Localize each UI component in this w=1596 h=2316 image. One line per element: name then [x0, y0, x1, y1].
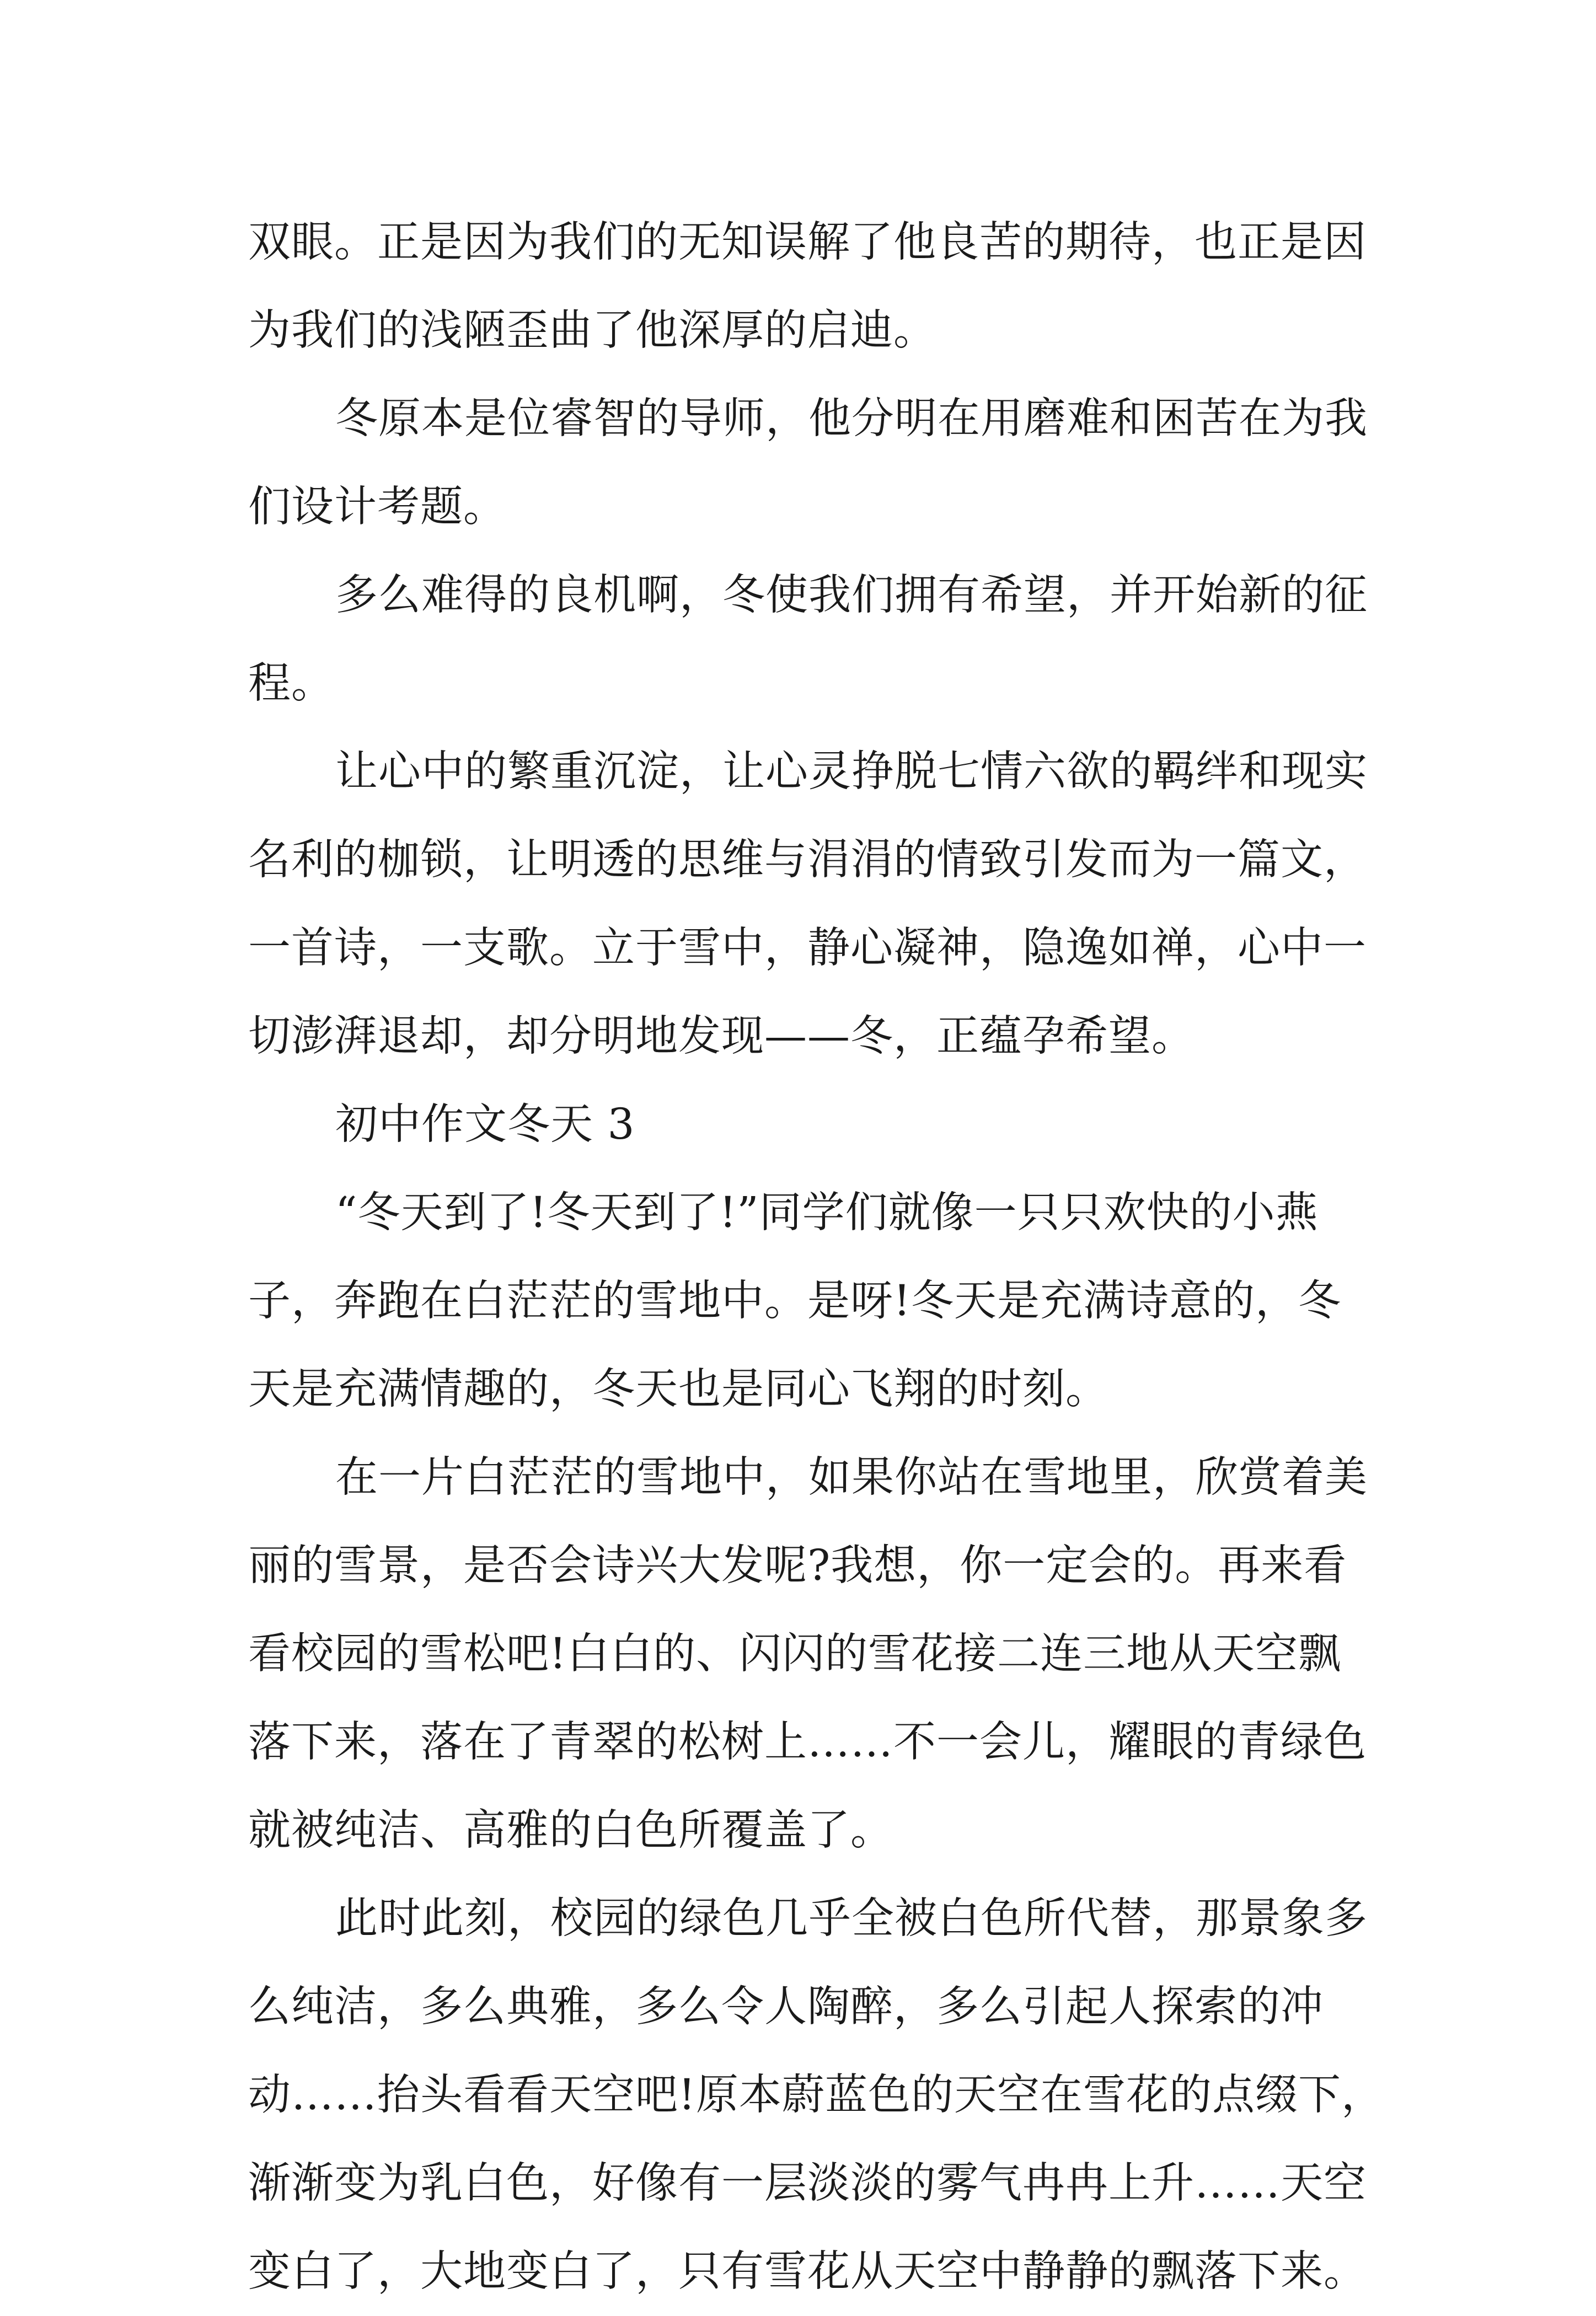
text-line: 为我们的浅陋歪曲了他深厚的启迪。: [248, 306, 936, 355]
text-line: 冬原本是位睿智的导师，他分明在用磨难和困苦在为我: [335, 394, 1368, 443]
text-line: 们设计考题。: [248, 482, 506, 532]
text-line: 丽的雪景，是否会诗兴大发呢?我想，你一定会的。再来看: [248, 1541, 1347, 1590]
text-line: 落下来，落在了青翠的松树上……不一会儿，耀眼的青绿色: [248, 1718, 1367, 1767]
text-line: 在一片白茫茫的雪地中，如果你站在雪地里，欣赏着美: [335, 1453, 1368, 1502]
text-line: 动……抬头看看天空吧!原本蔚蓝色的天空在雪花的点缀下，: [248, 2071, 1384, 2120]
text-line: 一首诗，一支歌。立于雪中，静心凝神，隐逸如禅，心中一: [248, 924, 1367, 973]
text-line: 就被纯洁、高雅的白色所覆盖了。: [248, 1806, 893, 1855]
text-line: 么纯洁，多么典雅，多么令人陶醉，多么引起人探索的冲: [248, 1982, 1324, 2031]
text-line: 程。: [248, 659, 334, 708]
text-line: 子，奔跑在白茫茫的雪地中。是呀!冬天是充满诗意的，冬: [248, 1277, 1341, 1326]
text-line: “冬天到了!冬天到了!”同学们就像一只只欢快的小燕: [335, 1188, 1319, 1237]
text-line: 此时此刻，校园的绿色几乎全被白色所代替，那景象多: [335, 1894, 1368, 1943]
text-line: 变白了，大地变白了，只有雪花从天空中静静的飘落下来。: [248, 2247, 1367, 2296]
text-line: 名利的枷锁，让明透的思维与涓涓的情致引发而为一篇文，: [248, 835, 1367, 884]
text-line: 多么难得的良机啊，冬使我们拥有希望，并开始新的征: [335, 571, 1368, 620]
text-line: 看校园的雪松吧!白白的、闪闪的雪花接二连三地从天空飘: [248, 1629, 1341, 1679]
text-line: 双眼。正是因为我们的无知误解了他良苦的期待，也正是因: [248, 218, 1367, 267]
text-line: 天是充满情趣的，冬天也是同心飞翔的时刻。: [248, 1365, 1108, 1414]
text-line: 渐渐变为乳白色，好像有一层淡淡的雾气冉冉上升……天空: [248, 2159, 1367, 2208]
section-heading: 初中作文冬天 3: [335, 1100, 635, 1149]
text-line: 让心中的繁重沉淀，让心灵挣脱七情六欲的羁绊和现实: [335, 747, 1368, 796]
text-line: 切澎湃退却，却分明地发现——冬，正蕴孕希望。: [248, 1012, 1195, 1061]
